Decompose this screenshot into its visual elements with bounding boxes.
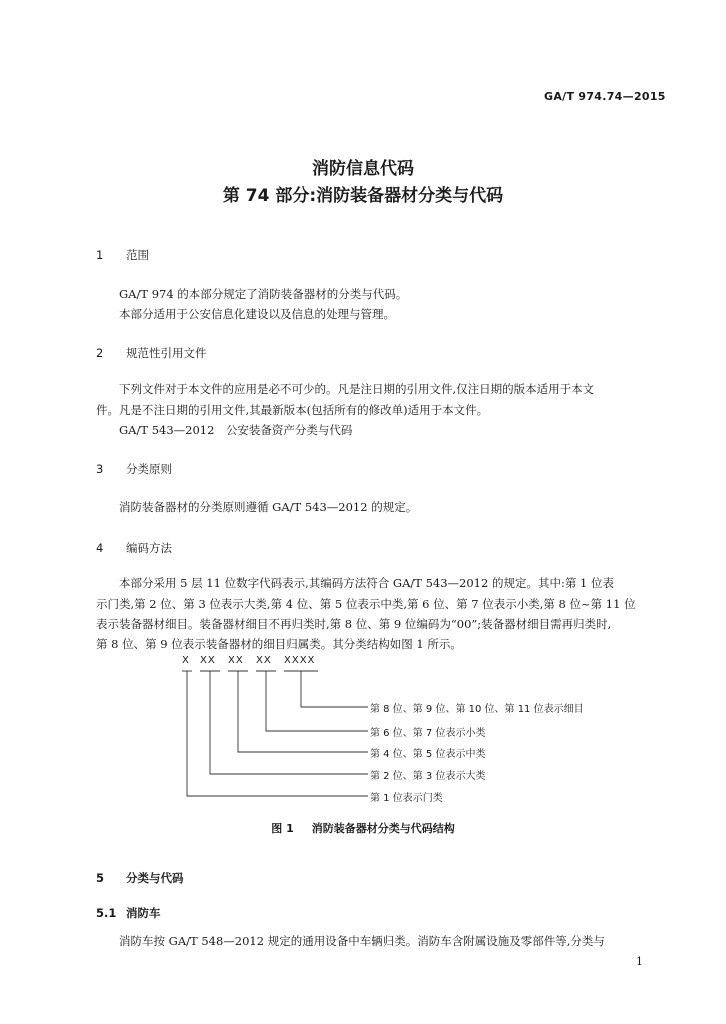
section-3-heading [96,461,172,477]
code-segment-5: XXXX [284,655,316,666]
section-title: 分类与代码 [126,871,184,885]
section-2-paragraph-1-line-1: 下列文件对于本文件的应用是必不可少的。凡是注日期的引用文件,仅注日期的版本适用于本文 [119,382,595,396]
section-number: 4 [96,541,104,555]
section-1-heading [96,247,149,263]
section-number: 2 [96,346,104,360]
section-4-line-2: 示门类,第 2 位、第 3 位表示大类,第 4 位、第 5 位表示中类,第 6 位、第 7 位表示小类,第 8 位~第 11 位 [96,597,636,611]
section-number: 5 [96,871,105,885]
section-5-1-heading [96,905,161,921]
code-segment-3: XX [228,655,244,666]
section-2-reference: GA/T 543—2012 公安装备资产分类与代码 [119,423,353,437]
code-structure-diagram [170,655,610,815]
section-2-paragraph-1-line-2: 件。凡是不注日期的引用文件,其最新版本(包括所有的修改单)适用于本文件。 [96,403,489,417]
section-title: 范围 [126,248,149,262]
section-title: 消防车 [126,906,161,920]
section-4-line-3: 表示装备器材细目。装备器材细目不再归类时,第 8 位、第 9 位编码为“00”;装备器材细目需再归类时, [96,617,612,631]
page-number: 1 [636,955,643,968]
document-title: 消防信息代码 [312,159,414,179]
figure-caption-text: 消防装备器材分类与代码结构 [311,822,455,835]
code-segment-4: XX [256,655,272,666]
figure-number: 图 1 [271,822,294,835]
section-1-paragraph-2: 本部分适用于公安信息化建设以及信息的处理与管理。 [119,307,395,321]
code-segment-1: X [182,655,190,666]
section-title: 编码方法 [126,541,172,555]
label-detail-digits: 第 8 位、第 9 位、第 10 位、第 11 位表示细目 [370,704,584,715]
label-major-class-digits: 第 2 位、第 3 位表示大类 [370,771,486,782]
document-subtitle: 第 74 部分:消防装备器材分类与代码 [222,186,504,206]
label-subclass-digits: 第 6 位、第 7 位表示小类 [370,728,486,739]
section-5-heading [96,870,184,886]
code-segment-2: XX [200,655,216,666]
section-number: 1 [96,248,104,262]
label-middle-class-digits: 第 4 位、第 5 位表示中类 [370,749,486,760]
label-category-digit: 第 1 位表示门类 [370,793,443,804]
document-code: GA/T 974.74—2015 [544,90,666,103]
section-title: 分类原则 [126,462,172,476]
figure-caption [0,820,726,836]
section-1-paragraph-1: GA/T 974 的本部分规定了消防装备器材的分类与代码。 [119,287,408,301]
section-4-heading [96,540,172,556]
section-title: 规范性引用文件 [126,346,207,360]
section-4-line-1: 本部分采用 5 层 11 位数字代码表示,其编码方法符合 GA/T 543—2012 的规定。其中:第 1 位表 [119,576,614,590]
section-3-paragraph: 消防装备器材的分类原则遵循 GA/T 543—2012 的规定。 [119,500,418,514]
section-4-line-4: 第 8 位、第 9 位表示装备器材的细目归属类。其分类结构如图 1 所示。 [96,637,462,651]
section-number: 5.1 [96,906,117,920]
section-number: 3 [96,462,104,476]
section-5-1-paragraph: 消防车按 GA/T 548—2012 规定的通用设备中车辆归类。消防车含附属设施及零部件等,分类与 [119,934,605,948]
section-2-heading [96,345,207,361]
